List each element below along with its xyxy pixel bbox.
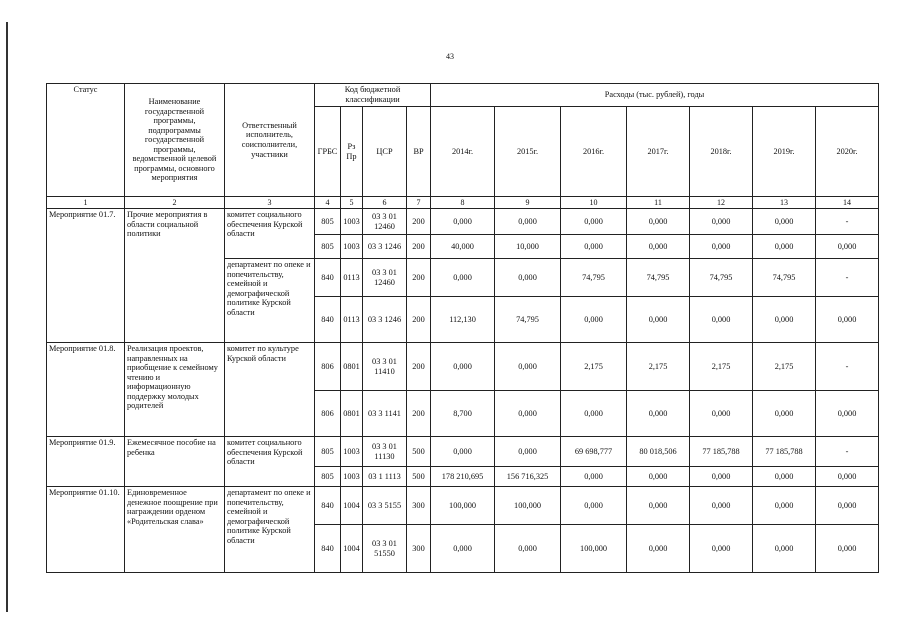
measure-status: Мероприятие 01.7. — [47, 209, 125, 343]
grbs-cell: 805 — [315, 235, 341, 259]
expense-cell: 69 698,777 — [561, 437, 627, 467]
expense-cell: 0,000 — [495, 343, 561, 391]
expense-cell: 74,795 — [495, 297, 561, 343]
expense-cell: 0,000 — [431, 209, 495, 235]
expense-cell: 0,000 — [690, 209, 753, 235]
header-row-1 — [47, 84, 879, 107]
expense-cell: 0,000 — [495, 437, 561, 467]
csr-cell: 03 3 1246 — [363, 235, 407, 259]
table-row — [47, 437, 879, 467]
expense-cell: 74,795 — [627, 259, 690, 297]
header-year: 2018г. — [690, 107, 753, 197]
grbs-cell: 840 — [315, 525, 341, 573]
rzpr-cell: 1004 — [341, 487, 363, 525]
header-year: 2015г. — [495, 107, 561, 197]
vr-cell: 200 — [407, 235, 431, 259]
table-row — [47, 487, 879, 525]
header-year: 2017г. — [627, 107, 690, 197]
expense-cell: 100,000 — [431, 487, 495, 525]
header-status: Статус — [47, 84, 125, 197]
expense-cell: - — [816, 343, 879, 391]
expense-cell: 74,795 — [753, 259, 816, 297]
column-number: 4 — [315, 197, 341, 209]
vr-cell: 300 — [407, 525, 431, 573]
expense-cell: - — [816, 209, 879, 235]
header-executor: Ответственный исполнитель, соисполнители, участники — [225, 84, 315, 197]
expense-cell: 0,000 — [431, 525, 495, 573]
header-year: 2020г. — [816, 107, 879, 197]
expense-cell: 0,000 — [495, 525, 561, 573]
column-number-row — [47, 197, 879, 209]
expense-cell: 0,000 — [690, 297, 753, 343]
expense-cell: - — [816, 259, 879, 297]
expense-cell: 0,000 — [561, 391, 627, 437]
expense-cell: 0,000 — [690, 391, 753, 437]
measure-name: Единовременное денежное поощрение при награждении орденом «Родительская слава» — [125, 487, 225, 573]
grbs-cell: 806 — [315, 343, 341, 391]
expense-cell: 0,000 — [816, 297, 879, 343]
csr-cell: 03 3 01 12460 — [363, 259, 407, 297]
expense-cell: 74,795 — [561, 259, 627, 297]
vr-cell: 200 — [407, 343, 431, 391]
expense-cell: 0,000 — [495, 391, 561, 437]
header-year: 2019г. — [753, 107, 816, 197]
rzpr-cell: 1003 — [341, 437, 363, 467]
csr-cell: 03 3 01 12460 — [363, 209, 407, 235]
expense-cell: 0,000 — [627, 297, 690, 343]
page-edge-line — [6, 22, 8, 612]
column-number: 3 — [225, 197, 315, 209]
rzpr-cell: 0801 — [341, 391, 363, 437]
page-number: 43 — [446, 52, 454, 61]
expense-cell: 0,000 — [816, 391, 879, 437]
csr-cell: 03 3 5155 — [363, 487, 407, 525]
budget-table — [46, 83, 879, 573]
column-number: 8 — [431, 197, 495, 209]
expense-cell: 0,000 — [816, 525, 879, 573]
expense-cell: 0,000 — [816, 487, 879, 525]
column-number: 9 — [495, 197, 561, 209]
expense-cell: 0,000 — [431, 259, 495, 297]
expense-cell: 40,000 — [431, 235, 495, 259]
column-number: 6 — [363, 197, 407, 209]
expense-cell: 77 185,788 — [753, 437, 816, 467]
header-expense-group: Расходы (тыс. рублей), годы — [431, 84, 879, 107]
expense-cell: 0,000 — [627, 235, 690, 259]
vr-cell: 200 — [407, 209, 431, 235]
expense-cell: 0,000 — [627, 487, 690, 525]
expense-cell: 178 210,695 — [431, 467, 495, 487]
expense-cell: 0,000 — [561, 487, 627, 525]
expense-cell: 8,700 — [431, 391, 495, 437]
expense-cell: 0,000 — [753, 467, 816, 487]
measure-status: Мероприятие 01.8. — [47, 343, 125, 437]
csr-cell: 03 3 1246 — [363, 297, 407, 343]
expense-cell: 112,130 — [431, 297, 495, 343]
rzpr-cell: 0113 — [341, 297, 363, 343]
header-grbs: ГРБС — [315, 107, 341, 197]
csr-cell: 03 3 01 11410 — [363, 343, 407, 391]
expense-cell: 0,000 — [495, 209, 561, 235]
grbs-cell: 840 — [315, 297, 341, 343]
column-number: 11 — [627, 197, 690, 209]
expense-cell: 0,000 — [495, 259, 561, 297]
grbs-cell: 840 — [315, 259, 341, 297]
expense-cell: 0,000 — [753, 525, 816, 573]
header-year: 2014г. — [431, 107, 495, 197]
executor: комитет по культуре Курской области — [225, 343, 315, 437]
measure-name: Прочие мероприятия в области социальной политики — [125, 209, 225, 343]
expense-cell: 0,000 — [690, 487, 753, 525]
expense-cell: 0,000 — [627, 467, 690, 487]
expense-cell: 0,000 — [690, 525, 753, 573]
expense-cell: 0,000 — [753, 391, 816, 437]
column-number: 10 — [561, 197, 627, 209]
rzpr-cell: 1003 — [341, 209, 363, 235]
executor: департамент по опеке и попечительству, семейной и демографической политике Курской области — [225, 487, 315, 573]
rzpr-cell: 0801 — [341, 343, 363, 391]
expense-cell: 2,175 — [627, 343, 690, 391]
rzpr-cell: 1003 — [341, 467, 363, 487]
column-number: 13 — [753, 197, 816, 209]
rzpr-cell: 0113 — [341, 259, 363, 297]
vr-cell: 300 — [407, 487, 431, 525]
expense-cell: 0,000 — [753, 235, 816, 259]
vr-cell: 500 — [407, 437, 431, 467]
expense-cell: 0,000 — [561, 467, 627, 487]
column-number: 5 — [341, 197, 363, 209]
expense-cell: 80 018,506 — [627, 437, 690, 467]
measure-status: Мероприятие 01.9. — [47, 437, 125, 487]
expense-cell: 0,000 — [753, 209, 816, 235]
expense-cell: 0,000 — [690, 467, 753, 487]
expense-cell: 77 185,788 — [690, 437, 753, 467]
rzpr-cell: 1003 — [341, 235, 363, 259]
header-rzpr: Рз Пр — [341, 107, 363, 197]
column-number: 7 — [407, 197, 431, 209]
grbs-cell: 805 — [315, 209, 341, 235]
expense-cell: 100,000 — [495, 487, 561, 525]
rzpr-cell: 1004 — [341, 525, 363, 573]
measure-name: Реализация проектов, направленных на приобщение к семейному чтению и информационную поддержку молодых родителей — [125, 343, 225, 437]
expense-cell: 0,000 — [627, 525, 690, 573]
expense-cell: 0,000 — [627, 391, 690, 437]
csr-cell: 03 3 1141 — [363, 391, 407, 437]
grbs-cell: 840 — [315, 487, 341, 525]
grbs-cell: 805 — [315, 467, 341, 487]
expense-cell: 100,000 — [561, 525, 627, 573]
expense-cell: 0,000 — [753, 297, 816, 343]
expense-cell: 0,000 — [561, 297, 627, 343]
csr-cell: 03 1 1113 — [363, 467, 407, 487]
vr-cell: 200 — [407, 391, 431, 437]
column-number: 14 — [816, 197, 879, 209]
measure-name: Ежемесячное пособие на ребенка — [125, 437, 225, 487]
header-program-name: Наименование государственной программы, подпрограммы государственной программы, ведомственной целевой программы, основного мероприятия — [125, 84, 225, 197]
expense-cell: - — [816, 437, 879, 467]
column-number: 12 — [690, 197, 753, 209]
expense-cell: 0,000 — [561, 235, 627, 259]
expense-cell: 156 716,325 — [495, 467, 561, 487]
column-number: 1 — [47, 197, 125, 209]
vr-cell: 200 — [407, 297, 431, 343]
vr-cell: 500 — [407, 467, 431, 487]
header-code-group: Код бюджетной классификации — [315, 84, 431, 107]
grbs-cell: 805 — [315, 437, 341, 467]
expense-cell: 74,795 — [690, 259, 753, 297]
executor: комитет социального обеспечения Курской области — [225, 437, 315, 487]
expense-cell: 0,000 — [753, 487, 816, 525]
expense-cell: 0,000 — [431, 343, 495, 391]
header-csr: ЦСР — [363, 107, 407, 197]
column-number: 2 — [125, 197, 225, 209]
expense-cell: 2,175 — [561, 343, 627, 391]
expense-cell: 0,000 — [627, 209, 690, 235]
expense-cell: 0,000 — [816, 467, 879, 487]
vr-cell: 200 — [407, 259, 431, 297]
expense-cell: 2,175 — [690, 343, 753, 391]
csr-cell: 03 3 01 11130 — [363, 437, 407, 467]
header-vr: ВР — [407, 107, 431, 197]
expense-cell: 2,175 — [753, 343, 816, 391]
expense-cell: 10,000 — [495, 235, 561, 259]
expense-cell: 0,000 — [816, 235, 879, 259]
header-year: 2016г. — [561, 107, 627, 197]
expense-cell: 0,000 — [561, 209, 627, 235]
executor: комитет социального обеспечения Курской области — [225, 209, 315, 259]
executor: департамент по опеке и попечительству, семейной и демографической политике Курской области — [225, 259, 315, 343]
measure-status: Мероприятие 01.10. — [47, 487, 125, 573]
expense-cell: 0,000 — [690, 235, 753, 259]
csr-cell: 03 3 01 51550 — [363, 525, 407, 573]
grbs-cell: 806 — [315, 391, 341, 437]
table-row — [47, 209, 879, 235]
table-row — [47, 343, 879, 391]
expense-cell: 0,000 — [431, 437, 495, 467]
